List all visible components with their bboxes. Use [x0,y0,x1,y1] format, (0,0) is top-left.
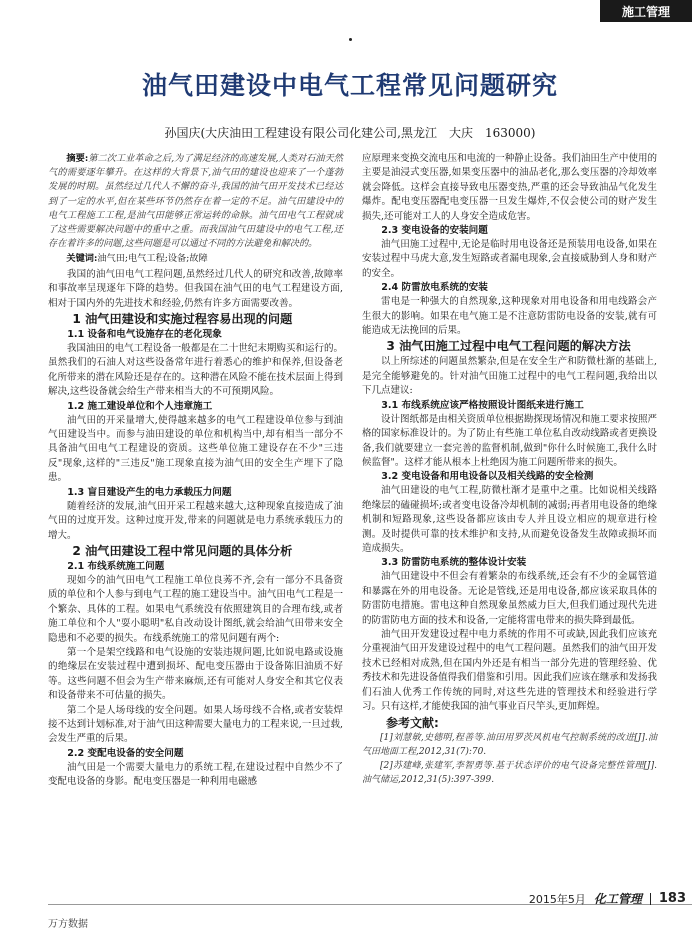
article-authors: 孙国庆(大庆油田工程建设有限公司化建公司,黑龙江 大庆 163000) [164,126,536,140]
reference-1: [1]刘慧敏,史德明,程善等.油田用罗茨风机电气控制系统的改进[J].油气田地面工程,2012,31(7):70. [362,733,657,758]
paragraph-2-1c: 第二个是人场母线的安全问题。如果人场母线不合格,或者安装焊接不达到计划标准,对于油气田这种需要大量电力的工程来说,一旦过载,会发生严重的后果。 [48,704,343,745]
paragraph-2-1a: 现如今的油气田电气工程施工单位良莠不齐,会有一部分不具备资质的单位和个人参与到电气工程的施工建设当中。油气田电气工程是一个繁杂、具体的工程。如果电气系统没有依照建筑目的合理布线,或者施工单位和个人"耍小聪明"私自改动设计图纸,就会给油气田带来安全隐患和不必要的损失。布线系统施工的常见问题有两个: [48,574,343,644]
heading-3-3: 3.3 防雷防电系统的整体设计安装 [381,557,527,569]
footer-info [529,890,686,907]
heading-section-2: 2 油气田建设工程中常见问题的具体分析 [72,543,293,558]
footer-source-watermark: 万方数据 [48,919,88,930]
paragraph-3-2: 油气田建设的电气工程,防微杜渐才是重中之重。比如说相关线路绝缘层的磕碰损坏;或者变电设备冷却机制的减弱;再者用电设备的绝缘机制和短路现象,这些设备都应该由专人并且设立相应的规章进行检测。及时提供可靠的技术维护和支持,从而避免设备发生故障或损坏而造成损失。 [362,485,657,554]
right-column [362,152,657,788]
heading-section-1: 1 油气田建设和实施过程容易出现的问题 [72,312,293,327]
section-tag-label: 施工管理 [621,4,670,19]
keywords-label: 关键词: [66,253,98,265]
references-heading: 参考文献: [386,716,439,731]
paragraph-3: 以上所综述的问题虽然繁杂,但是在安全生产和防微杜渐的基础上,是完全能够避免的。针对油气田施工过程中的电气工程问题,我给出以下几点建议: [362,356,657,397]
paragraph-2-2: 油气田是一个需要大量电力的系统工程,在建设过程中自然少不了变配电设备的身影。配电变压器是一种利用电磁感 [48,761,343,788]
abstract [48,152,343,251]
keywords-text: 油气田;电气工程;设备;故障 [97,253,208,265]
article-title: 油气田建设中电气工程常见问题研究 [141,71,558,100]
paragraph-3-3a: 油气田建设中不但会有着繁杂的布线系统,还会有不少的金属管道和暴露在外的用电设备。无论是管线,还是用电设备,都应该采取具体的防雷防电措施。雷电这种自然现象虽然威力巨大,但我们通过现代先进的防雷防电方面的技术和设备,一定能将雷电带来的损失降到最低。 [362,571,657,626]
footer-separator [650,893,651,905]
heading-3-1: 3.1 布线系统应该严格按照设计图纸来进行施工 [381,399,584,411]
paragraph-1-2: 油气田的开采量增大,使得越来越多的电气工程建设单位参与到油气田建设当中。而参与油田建设的单位和机构当中,却有相当一部分不具备油气田电气工程建设的资质。这些单位施工建设存在不少"三违反"现象,这样的"三违反"施工现象直接为油气田的安全生产埋下了隐患。 [48,414,343,484]
heading-3-2: 3.2 变电设备和用电设备以及相关线路的安全检测 [381,471,594,483]
footer-magazine: 化工管理 [593,892,642,906]
paragraph-2-1b: 第一个是架空线路和电气设施的安装违规问题,比如说电路或设施的绝缘层在安装过程中遭到损坏、配电变压器由于设备陈旧油质不好等。这些问题不但会为生产带来麻烦,还有可能对人身安全和其它仪表和设备带来不可估量的损失。 [48,646,343,702]
heading-1-2: 1.2 施工建设单位和个人违章施工 [67,400,213,412]
heading-2-2: 2.2 变配电设备的安全问题 [67,747,184,759]
paragraph-1-3: 随着经济的发展,油气田开采工程越来越大,这种现象直接造成了油气田的过度开发。这种过度开发,带来的问题就是电力系统承载压力的增大。 [48,500,343,541]
heading-2-4: 2.4 防雷放电系统的安装 [381,282,488,294]
paragraph-3-1: 设计图纸都是由相关资质单位根据勘探现场情况和施工要求按照严格的国家标准设计的。为了防止有些施工单位私自改动线路或者更换设备,我们就要建立一套完善的监督机制,做到"你什么时候施工,我什么时候监督"。这样才能从根本上杜绝因为施工问题所带来的损失。 [362,413,657,468]
heading-2-1: 2.1 布线系统施工问题 [67,560,165,572]
paragraph-3-3b: 油气田开发建设过程中电力系统的作用不可或缺,因此我们应该充分重视油气田开发建设过程中的电气工程问题。虽然我们的油气田开发技术已经相对成熟,但在国内外还是有相当一部分先进的管理经验、优秀技术和先进设备值得我们借鉴和引用。因此我们应该在继承和发扬我们石油人优秀工作传统的同时,对这些先进的管理技术和经验进行学习。只有这样,才能使我国的油气事业百尺竿头,更加辉煌。 [362,628,657,712]
intro-paragraph: 我国的油气田电气工程问题,虽然经过几代人的研究和改善,故障率和事故率呈现逐年下降的趋势。但我国在油气田的电气工程建设方面,相对于国内外的先进技术和经验,仍然有许多方面需要改善。 [48,268,343,309]
paragraph-2-2-continued: 应原理来变换交流电压和电流的一种静止设备。我们油田生产中使用的主要是油浸式变压器,如果变压器中的油品老化,那么变压器的冷却效率就会降低。这样会直接导致电压器变热,严重的还会导致油品气化发生爆炸。配电变压器配电变压器一旦发生爆炸,不仅会使公司的财产发生损失,还可能对工人的人身安全造成危害。 [362,153,657,222]
heading-1-3: 1.3 盲目建设产生的电力承载压力问题 [67,486,232,498]
heading-2-3: 2.3 变电设备的安装问题 [381,225,488,237]
paragraph-2-4: 雷电是一种强大的自然现象,这种现象对用电设备和用电线路会产生很大的影响。如果在电气施工是不注意防雷防电设备的安装,就有可能造成无法挽回的后果。 [362,296,657,337]
decorative-dot [349,38,352,41]
heading-1-1: 1.1 设备和电气设施存在的老化现象 [67,329,222,341]
reference-2: [2]苏建峰,张建军,李智勇等.基于状态评价的电气设备完整性管理[J].油气储运,2012,31(5):397-399. [362,761,657,785]
keywords [48,252,343,266]
section-tag [600,0,692,22]
abstract-label: 摘要: [66,153,89,164]
abstract-text: 第二次工业革命之后,为了满足经济的高速发展,人类对石油天然气的需要逐年攀升。在这样的大背景下,油气田的建设也迎来了一个蓬勃发展的时期。虽然经过几代人不懈的奋斗,我国的油气田开发技术已经达到了一定的水平,但在某些环节仍然存在着一定的不足。油气田建设中的电气工程施工工程,是油气田能够正常运转的命脉。油气田电气工程就成了这些需要解决问题中的重中之重。而我国油气田建设中的电气工程,还存在着许多的问题,这些问题是可以通过不同的方法避免和解决的。 [48,153,343,250]
left-column [48,152,343,790]
heading-section-3: 3 油气田施工过程中电气工程问题的解决方法 [386,339,631,354]
page-number: 183 [658,891,686,906]
paragraph-2-3: 油气田施工过程中,无论是临时用电设备还是预装用电设备,如果在安装过程中马虎大意,发生短路或者漏电现象,会直接威胁到人身和财产的安全。 [362,239,657,279]
footer-date: 2015年5月 [528,892,586,906]
paragraph-1-1: 我国油田的电气工程设备一般都是在二十世纪末期购买和运行的。虽然我们的石油人对这些设备常年进行着悉心的维护和保养,但设备老化所带来的潜在风险还是存在的。这种潜在风险不能在技术层面上得到解决,这些设备就会给生产带来相当大的不可预期风险。 [48,343,343,398]
